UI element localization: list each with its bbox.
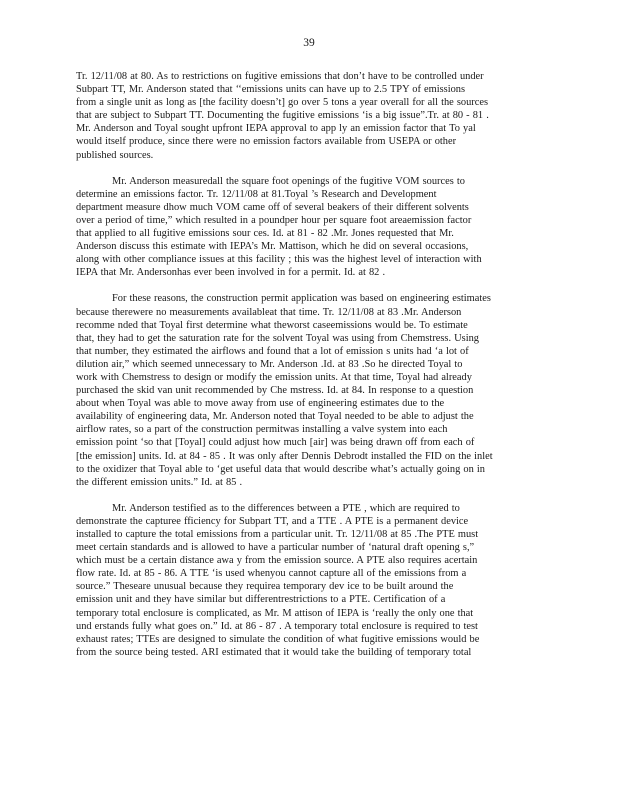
text-line: Mr. Anderson and Toyal sought upfront IEPA approval to app ly an emission factor that To yal (76, 123, 476, 135)
text-line: [the emission] units. Id. at 84 - 85 . It was only after Dennis Debrodt installed the FID on the inlet (76, 450, 493, 462)
text-line: emission point ‘so that [Toyal] could adjust how much [air] was being drawn off from each of (76, 437, 475, 449)
text-line: because therewere no measurements availableat that time. Tr. 12/11/08 at 83 .Mr. Anderson (76, 306, 462, 318)
paragraph (76, 292, 546, 488)
text-line: Tr. 12/11/08 at 80. As to restrictions on fugitive emissions that don’t have to be controlled under (76, 71, 484, 82)
text-line: For these reasons, the construction permit application was based on engineering estimates (112, 293, 491, 305)
text-line: exhaust rates; TTEs are designed to simulate the condition of what fugitive emissions would be (76, 633, 480, 645)
text-line: dilution air,” which seemed unnecessary to Mr. Anderson .Id. at 83 .So he directed Toyal to (76, 358, 463, 370)
text-line: availability of engineering data, Mr. Anderson noted that Toyal needed to be able to adjust the (76, 411, 474, 423)
text-line: that applied to all fugitive emissions sour ces. Id. at 81 - 82 .Mr. Jones requested that Mr. (76, 228, 454, 240)
text-line: department measure dhow much VOM came off of several beakers of their different solvents (76, 201, 469, 213)
text-line: which must be a certain distance awa y from the emission source. A PTE also requires acertain (76, 555, 478, 567)
paragraph (76, 70, 546, 162)
text-line: Mr. Anderson measuredall the square foot openings of the fugitive VOM sources to (112, 175, 465, 187)
text-line: Mr. Anderson testified as to the differences between a PTE , which are required to (112, 502, 460, 514)
page-number: 39 (303, 37, 315, 49)
text-line: airflow rates, so a part of the construction permitwas installing a valve system into each (76, 424, 448, 436)
text-line: Anderson discuss this estimate with IEPA’s Mr. Mattison, which he did on several occasions, (76, 241, 469, 253)
text-line: over a period of time,” which resulted in a poundper hour per square foot areaemission factor (76, 214, 472, 226)
text-line: flow rate. Id. at 85 - 86. A TTE ‘is used whenyou cannot capture all of the emissions from a (76, 568, 467, 580)
text-line: that number, they estimated the airflows and found that a lot of emission s units had ‘a lot of (76, 345, 469, 357)
text-line: meet certain standards and is allowed to have a particular number of ‘natural draft opening s,” (76, 542, 475, 554)
text-line: purchased the skid van unit recommended by Che mstress. Id. at 84. In response to a question (76, 385, 474, 397)
text-line: published sources. (76, 149, 154, 161)
text-line: would itself produce, since there were no emission factors available from USEPA or other (76, 136, 457, 148)
text-line: determine an emissions factor. Tr. 12/11/08 at 81.Toyal ’s Research and Development (76, 188, 437, 200)
text-line: from the source being tested. ARI estimated that it would take the building of temporary total (76, 646, 472, 658)
paragraph (76, 502, 546, 659)
text-line: along with other compliance issues at this facility ; this was the highest level of interaction with (76, 254, 482, 266)
text-line: work with Chemstress to design or modify the emission units. At that time, Toyal had already (76, 371, 472, 383)
text-line: that are subject to Subpart TT. Documenting the fugitive emissions ‘is a big issue”.Tr. at 80 - 81 . (76, 110, 489, 122)
text-line: Subpart TT, Mr. Anderson stated that ‘‘emissions units can have up to 2.5 TPY of emissions (76, 84, 466, 96)
text-line: demonstrate the capturee fficiency for Subpart TT, and a TTE . A PTE is a permanent device (76, 515, 469, 527)
text-line: about when Toyal was able to move away from use of engineering estimates due to the (76, 398, 445, 410)
paragraph (76, 175, 546, 280)
text-line: IEPA that Mr. Andersonhas ever been involved in for a permit. Id. at 82 . (76, 267, 386, 279)
body-text (76, 70, 546, 659)
text-line: the different emission units.” Id. at 85 . (76, 476, 243, 488)
text-line: to the oxidizer that Toyal able to ‘get useful data that would describe what’s actually going on in (76, 463, 485, 475)
text-line: source.” Theseare unusual because they requirea temporary dev ice to be built around the (76, 581, 454, 593)
text-line: emission unit and they have similar but differentrestrictions to a PTE. Certification of a (76, 594, 446, 606)
text-line: installed to capture the total emissions from a particular unit. Tr. 12/11/08 at 85 .The PTE must (76, 529, 479, 540)
text-line: that, they had to get the saturation rate for the solvent Toyal was using from Chemstress. Using (76, 332, 480, 344)
text-line: und erstands fully what goes on.” Id. at 86 - 87 . A temporary total enclosure is required to test (76, 620, 478, 632)
text-line: recomme nded that Toyal first determine what theworst caseemissions would be. To estimate (76, 319, 468, 331)
text-line: from a single unit as long as [the facility doesn’t] go over 5 tons a year overall for all the sources (76, 97, 489, 109)
text-line: temporary total enclosure is complicated, as Mr. M attison of IEPA is ‘really the only one that (76, 607, 474, 619)
